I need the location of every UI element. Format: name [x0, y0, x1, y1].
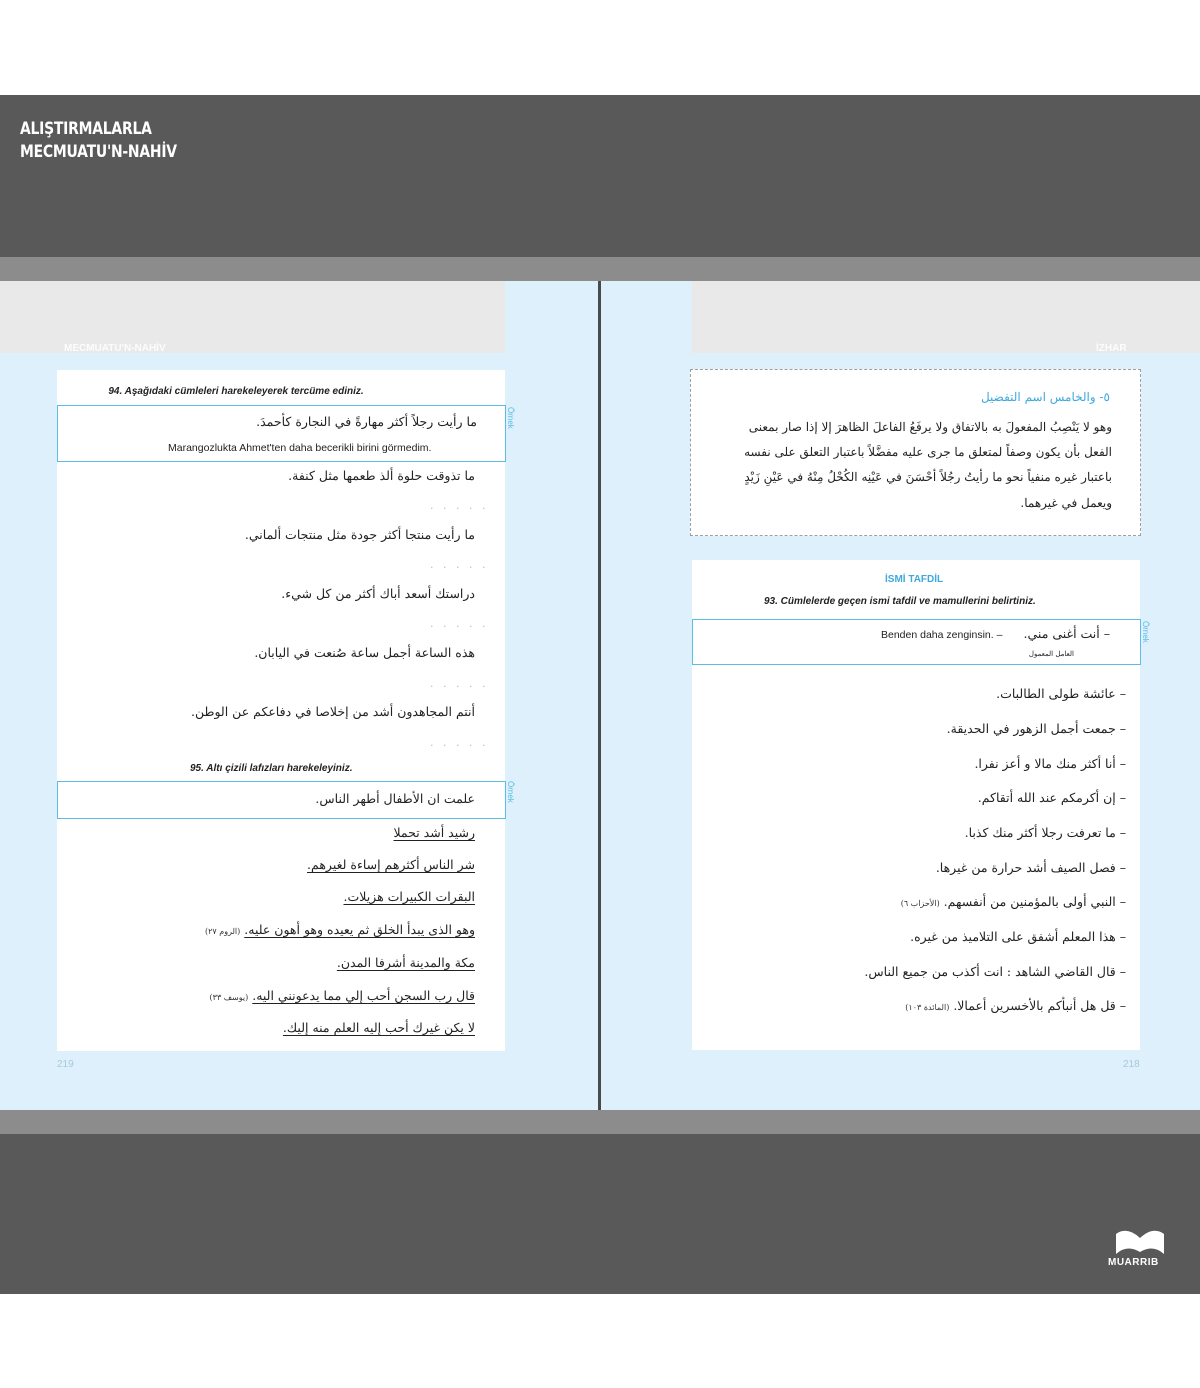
q94-answer-dots-2: . . . . .	[430, 558, 489, 571]
note-line-1: وهو لا يَنْصِبُ المفعولَ به بالاتفاق ولا يرفَعُ الفاعلَ الظاهرَ إلا إذا صار بمعنى	[748, 420, 1112, 434]
q93-item-10-ref: (المائدة ١٠٣)	[905, 1003, 950, 1012]
cover-bottom-stripe	[0, 1110, 1200, 1134]
q93-item-1: – عائشة طولى الطالبات.	[996, 686, 1126, 701]
q95-item-7-text: لا يكن غيرك أحب إليه العلم منه إليك.	[282, 1020, 475, 1035]
grammar-note-box	[690, 369, 1141, 536]
example-93-translation: Benden daha zenginsin. –	[881, 629, 1003, 641]
q93-item-7-ref: (الأحزاب ٦)	[900, 899, 940, 908]
q95-item-5-text: مكة والمدينة أشرفا المدن.	[336, 955, 475, 970]
running-head-left: MECMUATU'N-NAHİV	[64, 343, 166, 354]
ornek-tag-93: Örnek	[1141, 621, 1150, 643]
cover-top-stripe	[0, 257, 1200, 281]
q93-item-6: – فصل الصيف أشد حرارة من غيرها.	[935, 860, 1126, 875]
q93-item-5: – ما تعرفت رجلا أكثر منك كذبا.	[964, 825, 1126, 840]
q94-item-1: ما تذوقت حلوة ألذ طعمها مثل كنفة.	[288, 468, 475, 483]
q93-item-9: – قال القاضي الشاهد : انت أكذب من جميع الناس.	[864, 964, 1126, 979]
q95-item-2-text: شر الناس أكثرهم إساءة لغيرهم.	[307, 857, 475, 872]
q93-item-8: – هذا المعلم أشفق على التلاميذ من غيره.	[910, 929, 1126, 944]
q95-item-1	[393, 825, 475, 840]
cover-title-line2: MECMUATU'N-NAHİV	[20, 142, 177, 162]
q94-answer-dots-5: . . . . .	[430, 736, 489, 749]
q95-item-3-text: البقرات الكبيرات هزيلات.	[343, 889, 475, 904]
example-box-94	[57, 405, 506, 462]
q94-item-3: دراستك أسعد أباك أكثر من كل شيء.	[281, 586, 475, 601]
q94-item-5: أنتم المجاهدون أشد من إخلاصا في دفاعكم عن الوطن.	[191, 704, 475, 719]
question-94-title: 94. Aşağıdaki cümleleri harekeleyerek tercüme ediniz.	[108, 386, 364, 397]
q93-item-2: – جمعت أجمل الزهور في الحديقة.	[946, 721, 1126, 736]
q95-item-2	[307, 857, 475, 872]
example-93-note: العامل المعمول	[1028, 650, 1074, 658]
q93-item-10-text: – قل هل أنبأكم بالأخسرين أعمالا.	[953, 998, 1126, 1013]
running-head-right: İZHAR	[1096, 343, 1127, 354]
cover-bottom-band	[0, 1134, 1200, 1294]
question-95-title: 95. Altı çizili lafızları harekeleyiniz.	[190, 763, 353, 774]
example-95-arabic: علمت ان الأطفال أطهر الناس.	[315, 791, 475, 806]
ornek-tag-94: Örnek	[506, 407, 515, 429]
q95-item-3	[344, 889, 476, 904]
q95-item-4	[205, 922, 475, 937]
example-94-arabic: ما رأيت رجلاً أكثر مهارةً في النجارة كأحمدَ.	[256, 414, 477, 429]
muarrib-logo-icon	[1114, 1228, 1166, 1256]
q94-answer-dots-3: . . . . .	[430, 617, 489, 630]
q93-item-4: – إن أكرمكم عند الله أتقاكم.	[977, 790, 1126, 805]
left-page	[0, 281, 598, 1110]
q95-item-6	[210, 988, 475, 1003]
cover-title-line1: ALIŞTIRMALARLA	[20, 119, 152, 139]
q95-item-6-ref: (يوسف ٣٣)	[209, 993, 249, 1002]
page-number-right: 218	[1123, 1059, 1140, 1070]
cover-top-band	[0, 95, 1200, 257]
q93-item-3: – أنا أكثر منك مالا و أعز نفرا.	[974, 756, 1126, 771]
cover-title	[20, 118, 177, 164]
ornek-tag-95: Örnek	[506, 781, 515, 803]
q93-item-7-text: – النبي أولى بالمؤمنين من أنفسهم.	[943, 894, 1126, 909]
q95-item-5	[337, 955, 475, 970]
example-box-95	[57, 781, 506, 819]
q94-answer-dots-4: . . . . .	[430, 677, 489, 690]
example-box-93	[692, 619, 1141, 665]
page-number-left: 219	[57, 1059, 74, 1070]
q95-item-4-text: وهو الذى يبدأ الخلق ثم يعيده وهو أهون عليه.	[244, 922, 475, 937]
q95-item-7	[283, 1020, 475, 1035]
note-line-3: باعتبار غيره منفياً نحو ما رأيتُ رجُلاً أحْسَنَ في عَيْنِه الكُحْلُ مِنْهُ في عَيْنِ زَيْدٍ	[744, 470, 1112, 484]
q95-item-4-ref: (الروم ٢٧)	[205, 927, 241, 936]
note-heading: ٥- والخامس اسم التفضيل	[980, 390, 1110, 404]
example-93-arabic: – أنت أغنى مني.	[1023, 626, 1110, 641]
note-line-2: الفعل بأن يكون وصفاً لمتعلق ما جرى عليه مفضَّلاً باعتبار التعلق على نفسه	[744, 445, 1112, 459]
section-title-ismi-tafdil: İSMİ TAFDİL	[885, 574, 944, 585]
example-94-translation: Marangozlukta Ahmet'ten daha becerikli birini görmedim.	[168, 442, 432, 454]
note-line-4: ويعمل في غيرهما.	[1020, 496, 1112, 510]
right-page	[601, 281, 1200, 1110]
q93-item-10	[905, 998, 1126, 1013]
q94-item-4: هذه الساعة أجمل ساعة صُنعت في اليابان.	[254, 645, 475, 660]
q95-item-6-text: قال رب السجن أحب إلي مما يدعونني اليه.	[252, 988, 475, 1003]
q93-item-7	[901, 894, 1126, 909]
q95-item-1-text: رشيد أشد تحملا	[393, 825, 475, 840]
q94-item-2: ما رأيت منتجا أكثر جودة مثل منتجات ألماني.	[244, 527, 475, 542]
q94-answer-dots-1: . . . . .	[430, 499, 489, 512]
question-93-title: 93. Cümlelerde geçen ismi tafdil ve mamullerini belirtiniz.	[764, 596, 1036, 607]
publisher-name: MUARRIB	[1108, 1257, 1159, 1268]
